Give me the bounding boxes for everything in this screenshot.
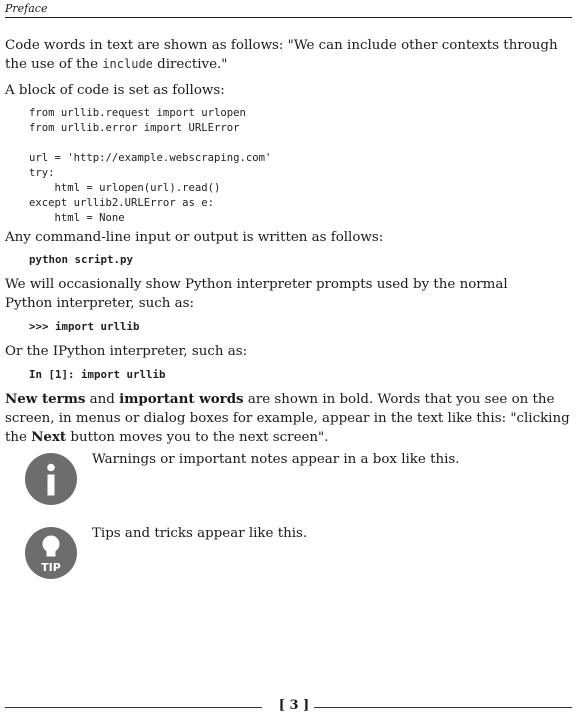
tip-label: TIP	[41, 561, 61, 574]
paragraph-code-words-text-1: Code words in text are shown as follows: "We can include other contexts through the use of the	[5, 38, 558, 72]
bold-next: Next	[31, 429, 67, 445]
code-line: from urllib.request import urlopen	[29, 107, 246, 119]
info-icon-glyph	[25, 453, 77, 505]
code-line: html = None	[29, 212, 125, 224]
code-block	[29, 106, 271, 226]
page-header	[5, 1, 572, 18]
footer-rule-right	[314, 707, 572, 708]
code-line: html = urlopen(url).read()	[29, 182, 221, 194]
paragraph-python-prompt: We will occasionally show Python interpreter prompts used by the normal Python interpreter, such as:	[5, 277, 508, 311]
paragraph-new-terms-text-2: are shown in bold. Words that you see on the screen, in menus or dialog boxes for example, appear in the text like this: "clicking the	[5, 392, 570, 445]
tip-lightbulb-glyph	[25, 527, 77, 579]
ipython-prompt-example: In [1]: import urllib	[29, 368, 166, 381]
page-header-title: Preface	[5, 2, 48, 15]
code-line: except urllib2.URLError as e:	[29, 197, 214, 209]
paragraph-code-words	[5, 36, 575, 74]
paragraph-command-line: Any command-line input or output is written as follows:	[5, 230, 384, 245]
paragraph-ipython: Or the IPython interpreter, such as:	[5, 344, 248, 359]
footer-rule-left	[5, 707, 262, 708]
command-line-example: python script.py	[29, 253, 134, 266]
code-line: from urllib.error import URLError	[29, 122, 240, 134]
bold-important-words: important words	[119, 391, 244, 407]
bold-new-terms: New terms	[5, 391, 86, 407]
code-line: url = 'http://example.webscraping.com'	[29, 152, 272, 164]
info-icon	[25, 453, 77, 505]
paragraph-new-terms-text-3: button moves you to the next screen".	[66, 430, 329, 445]
tip-lightbulb-icon	[25, 527, 77, 579]
paragraph-code-block-intro: A block of code is set as follows:	[5, 83, 225, 98]
warning-note-text: Warnings or important notes appear in a box like this.	[92, 452, 460, 467]
tip-note-text: Tips and tricks appear like this.	[92, 526, 308, 541]
page-number: [ 3 ]	[278, 698, 310, 713]
paragraph-new-terms-text-1: and	[85, 392, 120, 407]
code-line: try:	[29, 167, 55, 179]
paragraph-new-terms	[5, 390, 577, 447]
code-line	[29, 136, 271, 151]
python-prompt-example: >>> import urllib	[29, 320, 140, 333]
inline-code: include	[102, 57, 153, 71]
paragraph-code-words-text-2: directive."	[152, 57, 228, 72]
